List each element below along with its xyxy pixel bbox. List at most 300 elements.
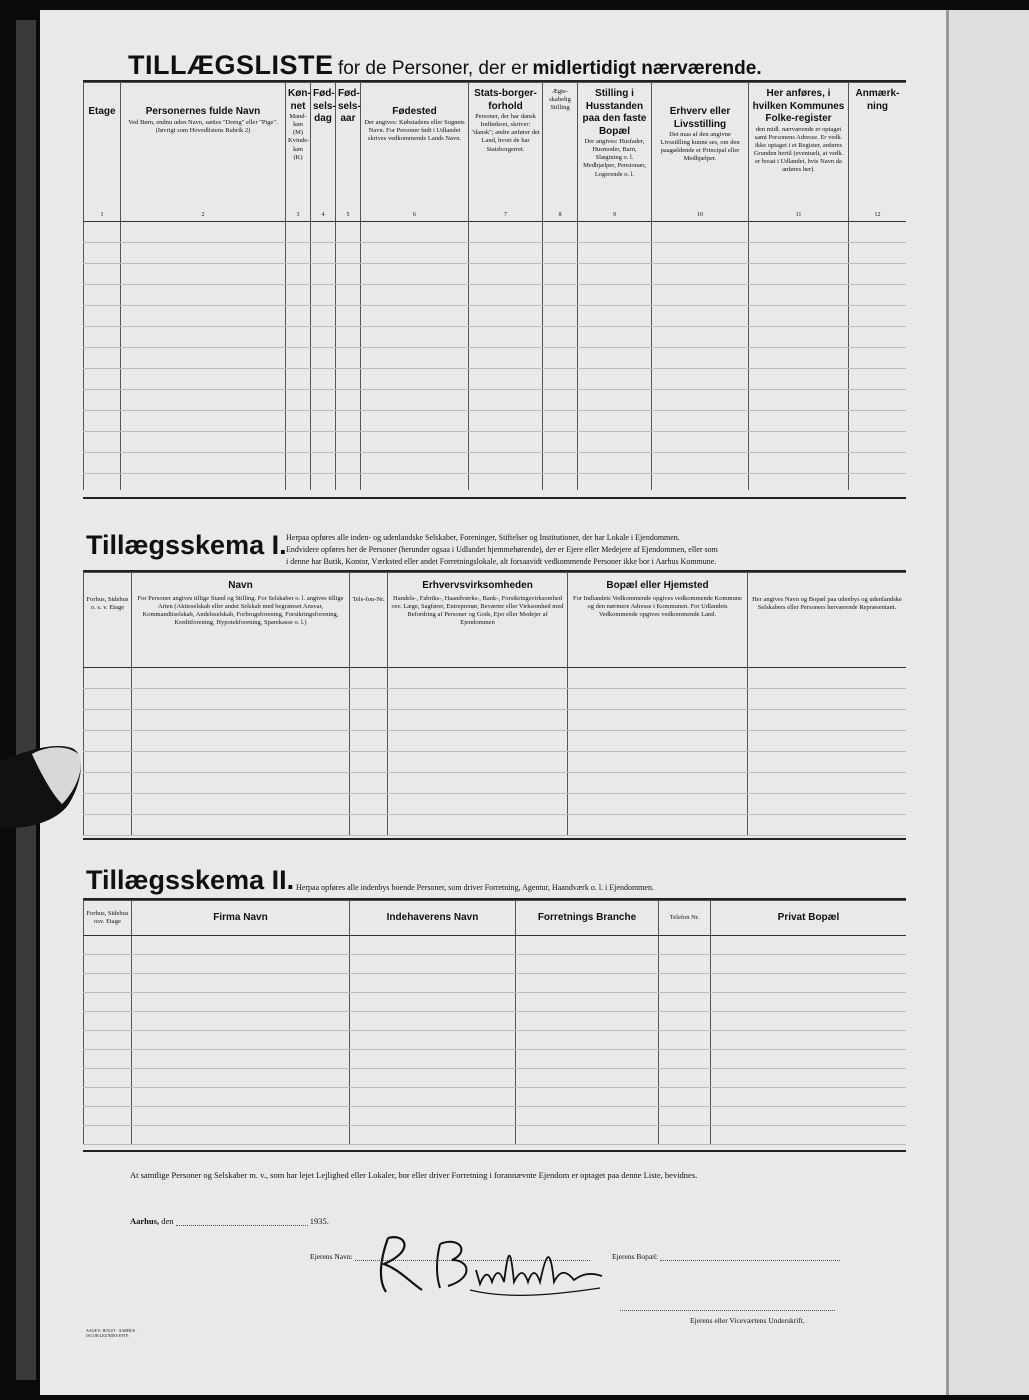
- entry-cell[interactable]: [286, 285, 311, 306]
- entry-cell[interactable]: [652, 411, 749, 432]
- skema2-header-cell: [516, 901, 659, 936]
- entry-cell[interactable]: [350, 773, 388, 794]
- entry-cell[interactable]: [336, 348, 361, 369]
- entry-cell[interactable]: [568, 794, 748, 815]
- entry-cell[interactable]: [350, 1031, 516, 1050]
- entry-cell[interactable]: [336, 411, 361, 432]
- entry-cell[interactable]: [311, 222, 336, 243]
- entry-cell[interactable]: [578, 474, 652, 491]
- entry-cell[interactable]: [336, 453, 361, 474]
- entry-cell[interactable]: [652, 390, 749, 411]
- entry-cell[interactable]: [361, 369, 469, 390]
- entry-cell[interactable]: [84, 773, 132, 794]
- entry-cell[interactable]: [84, 1107, 132, 1126]
- entry-cell[interactable]: [350, 993, 516, 1012]
- entry-cell[interactable]: [84, 689, 132, 710]
- entry-cell[interactable]: [749, 348, 849, 369]
- main-header-bold: Her anføres, i hvilken Kommunes Folke-register: [752, 88, 845, 124]
- entry-cell[interactable]: [469, 222, 543, 243]
- entry-cell[interactable]: [652, 264, 749, 285]
- entry-cell[interactable]: [84, 993, 132, 1012]
- main-header-cell: [84, 83, 121, 222]
- entry-cell[interactable]: [578, 306, 652, 327]
- entry-cell[interactable]: [849, 222, 907, 243]
- entry-cell[interactable]: [711, 1012, 907, 1031]
- entry-cell[interactable]: [286, 243, 311, 264]
- entry-cell[interactable]: [311, 264, 336, 285]
- entry-cell[interactable]: [388, 752, 568, 773]
- column-number: 8: [558, 211, 562, 218]
- entry-cell[interactable]: [516, 1126, 659, 1145]
- entry-cell[interactable]: [748, 794, 907, 815]
- entry-cell[interactable]: [132, 1107, 350, 1126]
- entry-cell[interactable]: [849, 264, 907, 285]
- entry-cell[interactable]: [469, 348, 543, 369]
- entry-cell[interactable]: [711, 1050, 907, 1069]
- entry-cell[interactable]: [543, 306, 578, 327]
- skema2-header-label: Privat Bopæl: [777, 911, 840, 923]
- entry-cell[interactable]: [516, 974, 659, 993]
- entry-cell[interactable]: [84, 285, 121, 306]
- entry-cell[interactable]: [849, 453, 907, 474]
- entry-cell[interactable]: [849, 348, 907, 369]
- entry-cell[interactable]: [84, 432, 121, 453]
- entry-cell[interactable]: [749, 285, 849, 306]
- column-number: 12: [874, 211, 881, 218]
- entry-cell[interactable]: [350, 752, 388, 773]
- entry-cell[interactable]: [121, 222, 286, 243]
- entry-cell[interactable]: [132, 993, 350, 1012]
- entry-cell[interactable]: [516, 1012, 659, 1031]
- entry-cell[interactable]: [336, 474, 361, 491]
- entry-cell[interactable]: [578, 453, 652, 474]
- entry-cell[interactable]: [849, 306, 907, 327]
- entry-cell[interactable]: [652, 369, 749, 390]
- entry-cell[interactable]: [578, 285, 652, 306]
- skema1-header-cell: [748, 573, 907, 668]
- entry-cell[interactable]: [350, 689, 388, 710]
- entry-cell[interactable]: [286, 390, 311, 411]
- entry-cell[interactable]: [652, 285, 749, 306]
- entry-cell[interactable]: [749, 243, 849, 264]
- entry-cell[interactable]: [652, 243, 749, 264]
- entry-cell[interactable]: [849, 411, 907, 432]
- entry-cell[interactable]: [849, 369, 907, 390]
- entry-cell[interactable]: [388, 773, 568, 794]
- entry-cell[interactable]: [578, 264, 652, 285]
- skema2-header-label: Telefon Nr.: [669, 913, 700, 921]
- entry-cell[interactable]: [469, 306, 543, 327]
- entry-cell[interactable]: [361, 348, 469, 369]
- entry-cell[interactable]: [286, 474, 311, 491]
- entry-cell[interactable]: [361, 285, 469, 306]
- entry-cell[interactable]: [336, 222, 361, 243]
- entry-cell[interactable]: [286, 222, 311, 243]
- entry-cell[interactable]: [361, 411, 469, 432]
- entry-cell[interactable]: [543, 432, 578, 453]
- entry-cell[interactable]: [652, 474, 749, 491]
- entry-cell[interactable]: [286, 369, 311, 390]
- entry-cell[interactable]: [350, 668, 388, 689]
- entry-cell[interactable]: [132, 794, 350, 815]
- entry-cell[interactable]: [336, 285, 361, 306]
- entry-cell[interactable]: [659, 1031, 711, 1050]
- entry-cell[interactable]: [286, 453, 311, 474]
- entry-cell[interactable]: [132, 936, 350, 955]
- entry-cell[interactable]: [652, 327, 749, 348]
- entry-cell[interactable]: [84, 1069, 132, 1088]
- skema1-header-cell: [568, 573, 748, 668]
- skema1-table: [83, 572, 906, 836]
- entry-cell[interactable]: [350, 974, 516, 993]
- entry-cell[interactable]: [388, 689, 568, 710]
- entry-cell[interactable]: [84, 390, 121, 411]
- entry-cell[interactable]: [543, 264, 578, 285]
- entry-cell[interactable]: [132, 1031, 350, 1050]
- entry-cell[interactable]: [652, 306, 749, 327]
- entry-cell[interactable]: [84, 453, 121, 474]
- entry-cell[interactable]: [748, 815, 907, 836]
- entry-cell[interactable]: [748, 773, 907, 794]
- table-row: [84, 710, 907, 731]
- entry-cell[interactable]: [652, 432, 749, 453]
- entry-cell[interactable]: [711, 1107, 907, 1126]
- entry-cell[interactable]: [286, 411, 311, 432]
- entry-cell[interactable]: [652, 348, 749, 369]
- entry-cell[interactable]: [849, 390, 907, 411]
- entry-cell[interactable]: [121, 264, 286, 285]
- entry-cell[interactable]: [132, 974, 350, 993]
- entry-cell[interactable]: [543, 474, 578, 491]
- entry-cell[interactable]: [659, 993, 711, 1012]
- entry-cell[interactable]: [543, 453, 578, 474]
- entry-cell[interactable]: [84, 974, 132, 993]
- skema2-desc: Herpaa opføres alle indenbys boende Personer, som driver Forretning, Agentur, Haandværk o. l. i Ejendommen.: [296, 883, 654, 892]
- entry-cell[interactable]: [749, 264, 849, 285]
- main-header-bold: Stilling i Husstanden paa den faste Bopæl: [582, 88, 647, 137]
- entry-cell[interactable]: [84, 668, 132, 689]
- entry-cell[interactable]: [388, 668, 568, 689]
- entry-cell[interactable]: [849, 474, 907, 491]
- entry-cell[interactable]: [388, 731, 568, 752]
- entry-cell[interactable]: [121, 474, 286, 491]
- entry-cell[interactable]: [543, 243, 578, 264]
- entry-cell[interactable]: [311, 243, 336, 264]
- entry-cell[interactable]: [132, 731, 350, 752]
- entry-cell[interactable]: [350, 1088, 516, 1107]
- entry-cell[interactable]: [84, 306, 121, 327]
- entry-cell[interactable]: [121, 390, 286, 411]
- entry-cell[interactable]: [543, 411, 578, 432]
- owner-address-label: Ejerens Bopæl:: [612, 1252, 659, 1261]
- entry-cell[interactable]: [311, 453, 336, 474]
- entry-cell[interactable]: [578, 327, 652, 348]
- main-header-note: Ved Børn, endnu uden Navn, sættes "Dreng" eller "Pige". (Iøvrigt som Hovedlistens Rubrik 2): [128, 118, 278, 134]
- entry-cell[interactable]: [84, 710, 132, 731]
- entry-cell[interactable]: [286, 306, 311, 327]
- entry-cell[interactable]: [578, 390, 652, 411]
- table-row: [84, 1031, 907, 1050]
- entry-cell[interactable]: [84, 369, 121, 390]
- entry-cell[interactable]: [748, 752, 907, 773]
- entry-cell[interactable]: [121, 285, 286, 306]
- entry-cell[interactable]: [469, 243, 543, 264]
- entry-cell[interactable]: [361, 243, 469, 264]
- entry-cell[interactable]: [578, 243, 652, 264]
- entry-cell[interactable]: [84, 1031, 132, 1050]
- table-row: [84, 955, 907, 974]
- entry-cell[interactable]: [84, 752, 132, 773]
- entry-cell[interactable]: [749, 474, 849, 491]
- entry-cell[interactable]: [311, 432, 336, 453]
- entry-cell[interactable]: [749, 306, 849, 327]
- entry-cell[interactable]: [749, 390, 849, 411]
- entry-cell[interactable]: [121, 369, 286, 390]
- entry-cell[interactable]: [84, 1088, 132, 1107]
- entry-cell[interactable]: [361, 306, 469, 327]
- entry-cell[interactable]: [469, 369, 543, 390]
- entry-cell[interactable]: [84, 1126, 132, 1145]
- entry-cell[interactable]: [659, 974, 711, 993]
- entry-cell[interactable]: [578, 369, 652, 390]
- entry-cell[interactable]: [711, 974, 907, 993]
- entry-cell[interactable]: [849, 243, 907, 264]
- entry-cell[interactable]: [748, 668, 907, 689]
- entry-cell[interactable]: [121, 306, 286, 327]
- entry-cell[interactable]: [84, 1012, 132, 1031]
- entry-cell[interactable]: [311, 285, 336, 306]
- entry-cell[interactable]: [711, 1126, 907, 1145]
- entry-cell[interactable]: [311, 306, 336, 327]
- main-header-note: den midl. nærværende er optaget samt Personens Adresse. Er vedk. ikke optaget i et Register, anføres Grunden hertil (eventuelt, at vedk. er bosat i Udlandet, hvis Navn da anføres her).: [753, 125, 844, 174]
- entry-cell[interactable]: [84, 731, 132, 752]
- entry-cell[interactable]: [121, 432, 286, 453]
- entry-cell[interactable]: [469, 411, 543, 432]
- entry-cell[interactable]: [121, 411, 286, 432]
- entry-cell[interactable]: [311, 348, 336, 369]
- entry-cell[interactable]: [286, 327, 311, 348]
- entry-cell[interactable]: [568, 668, 748, 689]
- table-row: [84, 689, 907, 710]
- entry-cell[interactable]: [336, 390, 361, 411]
- skema1-header-note: For Personer angives tillige Stand og Stilling. For Selskaber o. l. angives tillige Arten (Aktieselskab eller andet Selskab med begrænset Ansvar, Kommanditselskab, Andelsselskab, Forbrugsforening, Forsikringsforening, Kreditforening, Hypotekforening, Sparekasse o. l.): [137, 594, 344, 626]
- entry-cell[interactable]: [132, 752, 350, 773]
- entry-cell[interactable]: [132, 1088, 350, 1107]
- entry-cell[interactable]: [849, 285, 907, 306]
- entry-cell[interactable]: [84, 348, 121, 369]
- entry-cell[interactable]: [749, 432, 849, 453]
- entry-cell[interactable]: [336, 306, 361, 327]
- entry-cell[interactable]: [132, 815, 350, 836]
- entry-cell[interactable]: [361, 474, 469, 491]
- entry-cell[interactable]: [350, 1126, 516, 1145]
- entry-cell[interactable]: [350, 1012, 516, 1031]
- entry-cell[interactable]: [711, 955, 907, 974]
- entry-cell[interactable]: [652, 453, 749, 474]
- entry-cell[interactable]: [469, 432, 543, 453]
- entry-cell[interactable]: [84, 955, 132, 974]
- entry-cell[interactable]: [469, 453, 543, 474]
- entry-cell[interactable]: [361, 222, 469, 243]
- entry-cell[interactable]: [350, 1069, 516, 1088]
- entry-cell[interactable]: [516, 955, 659, 974]
- entry-cell[interactable]: [469, 390, 543, 411]
- entry-cell[interactable]: [132, 710, 350, 731]
- entry-cell[interactable]: [543, 369, 578, 390]
- entry-cell[interactable]: [286, 264, 311, 285]
- entry-cell[interactable]: [388, 794, 568, 815]
- entry-cell[interactable]: [469, 264, 543, 285]
- entry-cell[interactable]: [711, 936, 907, 955]
- entry-cell[interactable]: [350, 794, 388, 815]
- table-row: [84, 815, 907, 836]
- entry-cell[interactable]: [568, 710, 748, 731]
- entry-cell[interactable]: [84, 474, 121, 491]
- entry-cell[interactable]: [311, 369, 336, 390]
- entry-cell[interactable]: [350, 955, 516, 974]
- entry-cell[interactable]: [361, 432, 469, 453]
- entry-cell[interactable]: [659, 1107, 711, 1126]
- entry-cell[interactable]: [543, 348, 578, 369]
- entry-cell[interactable]: [388, 710, 568, 731]
- entry-cell[interactable]: [132, 773, 350, 794]
- entry-cell[interactable]: [121, 453, 286, 474]
- entry-cell[interactable]: [469, 474, 543, 491]
- entry-cell[interactable]: [516, 936, 659, 955]
- entry-cell[interactable]: [516, 1069, 659, 1088]
- entry-cell[interactable]: [84, 243, 121, 264]
- entry-cell[interactable]: [711, 1069, 907, 1088]
- entry-cell[interactable]: [361, 453, 469, 474]
- main-header-note: Personer, der har dansk Indfødsret, skriver: "dansk"; andre anfører det Land, hvori de har Statsborgerret.: [471, 113, 540, 153]
- entry-cell[interactable]: [578, 411, 652, 432]
- entry-cell[interactable]: [286, 432, 311, 453]
- entry-cell[interactable]: [121, 243, 286, 264]
- entry-cell[interactable]: [350, 1107, 516, 1126]
- main-header-cell: [469, 83, 543, 222]
- entry-cell[interactable]: [749, 411, 849, 432]
- entry-cell[interactable]: [749, 453, 849, 474]
- entry-cell[interactable]: [849, 327, 907, 348]
- entry-cell[interactable]: [543, 222, 578, 243]
- entry-cell[interactable]: [578, 222, 652, 243]
- entry-cell[interactable]: [516, 1050, 659, 1069]
- entry-cell[interactable]: [286, 348, 311, 369]
- entry-cell[interactable]: [84, 327, 121, 348]
- main-title-pre: for de Personer, der er: [337, 58, 529, 79]
- entry-cell[interactable]: [659, 1088, 711, 1107]
- entry-cell[interactable]: [659, 1126, 711, 1145]
- entry-cell[interactable]: [748, 710, 907, 731]
- entry-cell[interactable]: [388, 815, 568, 836]
- entry-cell[interactable]: [849, 432, 907, 453]
- entry-cell[interactable]: [568, 815, 748, 836]
- entry-cell[interactable]: [361, 327, 469, 348]
- entry-cell[interactable]: [336, 243, 361, 264]
- entry-cell[interactable]: [311, 390, 336, 411]
- entry-cell[interactable]: [311, 474, 336, 491]
- entry-cell[interactable]: [84, 815, 132, 836]
- entry-cell[interactable]: [84, 1050, 132, 1069]
- entry-cell[interactable]: [469, 285, 543, 306]
- entry-cell[interactable]: [84, 794, 132, 815]
- entry-cell[interactable]: [652, 222, 749, 243]
- entry-cell[interactable]: [132, 1069, 350, 1088]
- entry-cell[interactable]: [336, 327, 361, 348]
- entry-cell[interactable]: [336, 432, 361, 453]
- entry-cell[interactable]: [469, 327, 543, 348]
- entry-cell[interactable]: [132, 1050, 350, 1069]
- entry-cell[interactable]: [336, 369, 361, 390]
- entry-cell[interactable]: [516, 1107, 659, 1126]
- entry-cell[interactable]: [749, 369, 849, 390]
- entry-cell[interactable]: [350, 710, 388, 731]
- entry-cell[interactable]: [749, 327, 849, 348]
- entry-cell[interactable]: [568, 773, 748, 794]
- entry-cell[interactable]: [568, 731, 748, 752]
- entry-cell[interactable]: [84, 222, 121, 243]
- entry-cell[interactable]: [568, 689, 748, 710]
- entry-cell[interactable]: [659, 1012, 711, 1031]
- entry-cell[interactable]: [748, 731, 907, 752]
- table-row: [84, 411, 907, 432]
- entry-cell[interactable]: [121, 327, 286, 348]
- entry-cell[interactable]: [659, 1069, 711, 1088]
- entry-cell[interactable]: [84, 936, 132, 955]
- entry-cell[interactable]: [578, 432, 652, 453]
- entry-cell[interactable]: [84, 264, 121, 285]
- entry-cell[interactable]: [361, 264, 469, 285]
- skema1-header-cell: [84, 573, 132, 668]
- entry-cell[interactable]: [516, 1031, 659, 1050]
- entry-cell[interactable]: [350, 731, 388, 752]
- table-row: [84, 1069, 907, 1088]
- entry-cell[interactable]: [749, 222, 849, 243]
- entry-cell[interactable]: [543, 390, 578, 411]
- entry-cell[interactable]: [121, 348, 286, 369]
- entry-cell[interactable]: [132, 955, 350, 974]
- entry-cell[interactable]: [543, 285, 578, 306]
- entry-cell[interactable]: [659, 936, 711, 955]
- entry-cell[interactable]: [311, 327, 336, 348]
- entry-cell[interactable]: [84, 411, 121, 432]
- skema2-section: [83, 898, 906, 1152]
- entry-cell[interactable]: [659, 1050, 711, 1069]
- entry-cell[interactable]: [336, 264, 361, 285]
- entry-cell[interactable]: [711, 1031, 907, 1050]
- entry-cell[interactable]: [132, 1126, 350, 1145]
- skema2-title: Tillægsskema II.: [86, 865, 295, 895]
- entry-cell[interactable]: [350, 936, 516, 955]
- entry-cell[interactable]: [350, 1050, 516, 1069]
- entry-cell[interactable]: [748, 689, 907, 710]
- entry-cell[interactable]: [516, 1088, 659, 1107]
- entry-cell[interactable]: [578, 348, 652, 369]
- entry-cell[interactable]: [711, 993, 907, 1012]
- entry-cell[interactable]: [568, 752, 748, 773]
- entry-cell[interactable]: [711, 1088, 907, 1107]
- entry-cell[interactable]: [132, 689, 350, 710]
- entry-cell[interactable]: [543, 327, 578, 348]
- entry-cell[interactable]: [132, 668, 350, 689]
- entry-cell[interactable]: [311, 411, 336, 432]
- entry-cell[interactable]: [350, 815, 388, 836]
- entry-cell[interactable]: [516, 993, 659, 1012]
- entry-cell[interactable]: [132, 1012, 350, 1031]
- entry-cell[interactable]: [659, 955, 711, 974]
- entry-cell[interactable]: [361, 390, 469, 411]
- table-row: [84, 731, 907, 752]
